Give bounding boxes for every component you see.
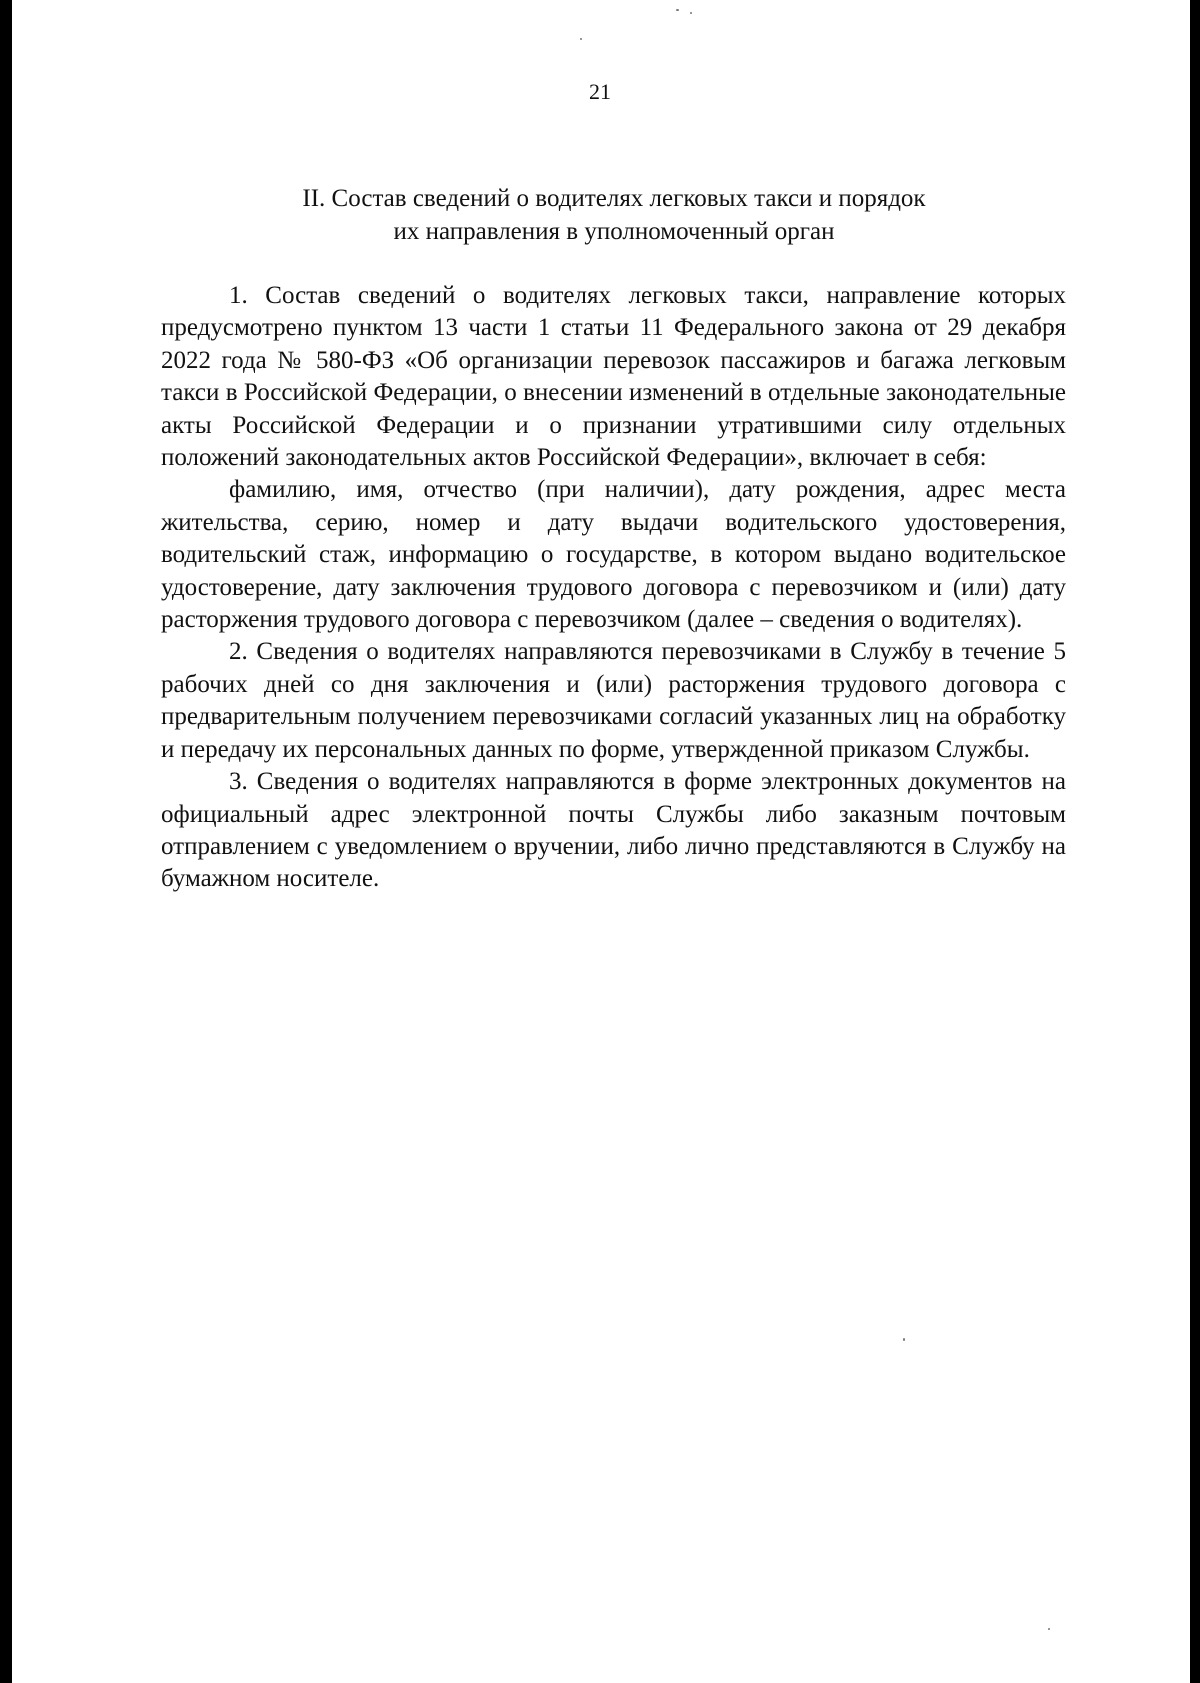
document-body xyxy=(161,280,1066,896)
page-number: 21 xyxy=(589,79,611,104)
scan-speck xyxy=(580,38,582,40)
section-title xyxy=(160,182,1068,248)
paragraph-2: 2. Сведения о водителях направляются перевозчиками в Службу в течение 5 рабочих дней со дня заключения и (или) расторжения трудового договора с предварительным получением перевозчиками согласий указанных лиц на обработку и передачу их персональных данных по форме, утвержденной приказом Службы. xyxy=(161,638,1066,763)
paragraph-1: 1. Состав сведений о водителях легковых такси, направление которых предусмотрено пунктом 13 части 1 статьи 11 Федерального закона от 29 декабря 2022 года № 580-ФЗ «Об организации перевозок пассажиров и багажа легковым такси в Российской Федерации, о внесении изменений в отдельные законодательные акты Российской Федерации и о признании утратившими силу отдельных положений законодательных актов Российской Федерации», включает в себя: xyxy=(161,282,1066,472)
scan-speck xyxy=(903,1338,905,1341)
scan-border-left xyxy=(0,0,12,1683)
section-title-line-2: их направления в уполномоченный орган xyxy=(393,218,835,245)
scan-speck xyxy=(676,9,679,11)
scan-speck xyxy=(690,12,692,14)
scan-border-right xyxy=(1190,0,1200,1683)
paragraph-1-continued: фамилию, имя, отчество (при наличии), дату рождения, адрес места жительства, серию, номер и дату выдачи водительского удостоверения, водительский стаж, информацию о государстве, в котором выдано водительское удостоверение, дату заключения трудового договора с перевозчиком и (или) дату расторжения трудового договора с перевозчиком (далее – сведения о водителях). xyxy=(161,476,1066,634)
scan-speck xyxy=(1048,1628,1050,1630)
section-title-line-1: II. Состав сведений о водителях легковых такси и порядок xyxy=(302,185,926,212)
paragraph-3: 3. Сведения о водителях направляются в форме электронных документов на официальный адрес электронной почты Службы либо заказным почтовым отправлением с уведомлением о вручении, либо лично представляются в Службу на бумажном носителе. xyxy=(161,768,1066,893)
